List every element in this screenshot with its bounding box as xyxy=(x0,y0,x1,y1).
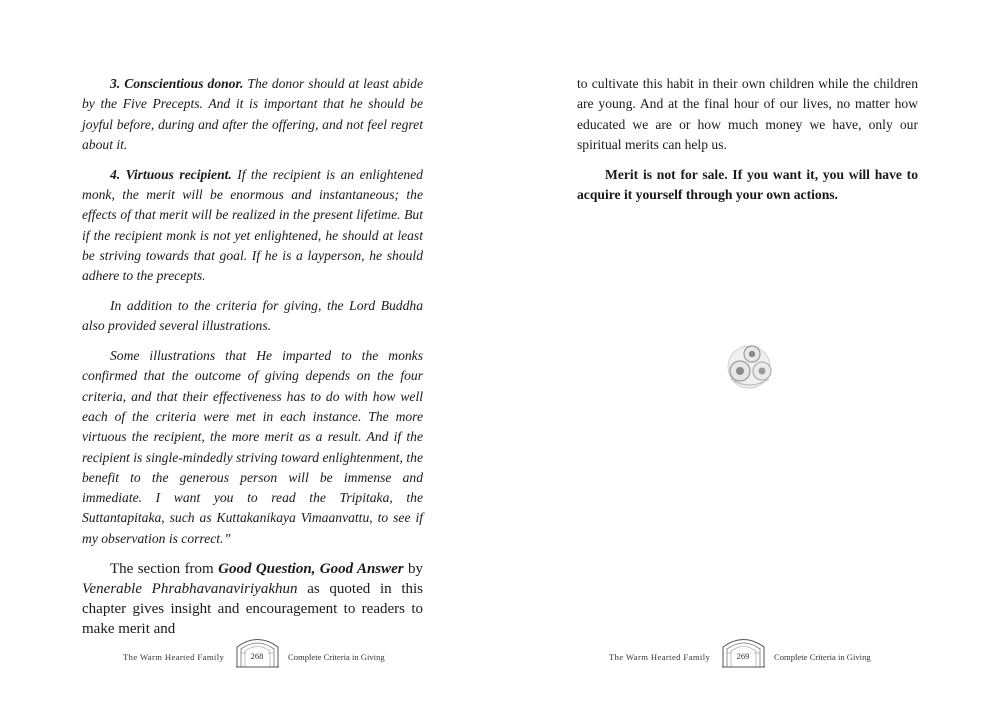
page-number: 268 xyxy=(246,651,268,662)
criterion-body: The donor should at least abide by the Five Precepts. And it is important that he should be joyful before, during and after the offering, and not feel regret about it. xyxy=(82,76,424,152)
page-footer xyxy=(500,630,1000,670)
criterion-heading: 3. Conscientious donor. xyxy=(110,76,244,91)
right-page xyxy=(500,0,1000,707)
book-title-reference: Good Question, Good Answer xyxy=(218,560,404,577)
footer-chapter-title: Complete Criteria in Giving xyxy=(288,652,385,662)
page-footer xyxy=(0,630,500,670)
paragraph-conscientious-donor xyxy=(82,74,423,155)
footer-chapter-title: Complete Criteria in Giving xyxy=(774,652,871,662)
paragraph-merit-statement: Merit is not for sale. If you want it, you will have to acquire it yourself through your own actions. xyxy=(577,166,918,202)
author-name: Venerable Phrabhavanaviriyakhun xyxy=(82,580,298,597)
left-text-column xyxy=(82,74,423,640)
paragraph-continuation: to cultivate this habit in their own children while the children are young. And at the final hour of our lives, no matter how educated we are or how much money we have, only our spiritual merits can help us. xyxy=(577,76,918,152)
paragraph-section-source xyxy=(82,559,423,640)
paragraph-illustrations: Some illustrations that He imparted to the monks confirmed that the outcome of giving depends on the four criteria, and that their effectiveness has to do with how well each of the criteria were met in each instance. The more virtuous the recipient, the more merit as a result. And if the recipient is single-mindedly striving toward enlightenment, the benefit to the generous person will be immense and immediate. I want you to read the Tripitaka, the Suttantapitaka, such as Kuttakanikaya Vimaanvattu, to see if my observation is correct.” xyxy=(82,348,423,546)
footer-book-title: The Warm Hearted Family xyxy=(609,652,711,662)
paragraph-illustrations-intro: In addition to the criteria for giving, the Lord Buddha also provided several illustrations. xyxy=(82,297,423,334)
text-span: as quoted in this chapter gives insight and encouragement to readers to make merit and xyxy=(82,580,423,638)
paragraph-virtuous-recipient xyxy=(82,165,423,287)
criterion-body: If the recipient is an enlightened monk, the merit will be enormous and instantaneous; the effects of that merit will be realized in the present lifetime. But if the recipient monk is not yet enlightened, he should at least be striving towards that goal. If he is a layperson, he should adhere to the precepts. xyxy=(82,166,423,284)
text-span: The section from xyxy=(110,560,219,577)
footer-book-title: The Warm Hearted Family xyxy=(123,652,225,662)
text-span: by xyxy=(403,560,424,577)
page-number: 269 xyxy=(732,651,754,662)
criterion-heading: 4. Virtuous recipient. xyxy=(110,166,232,182)
right-text-column xyxy=(577,74,918,215)
lotus-ornament-icon xyxy=(718,341,780,391)
